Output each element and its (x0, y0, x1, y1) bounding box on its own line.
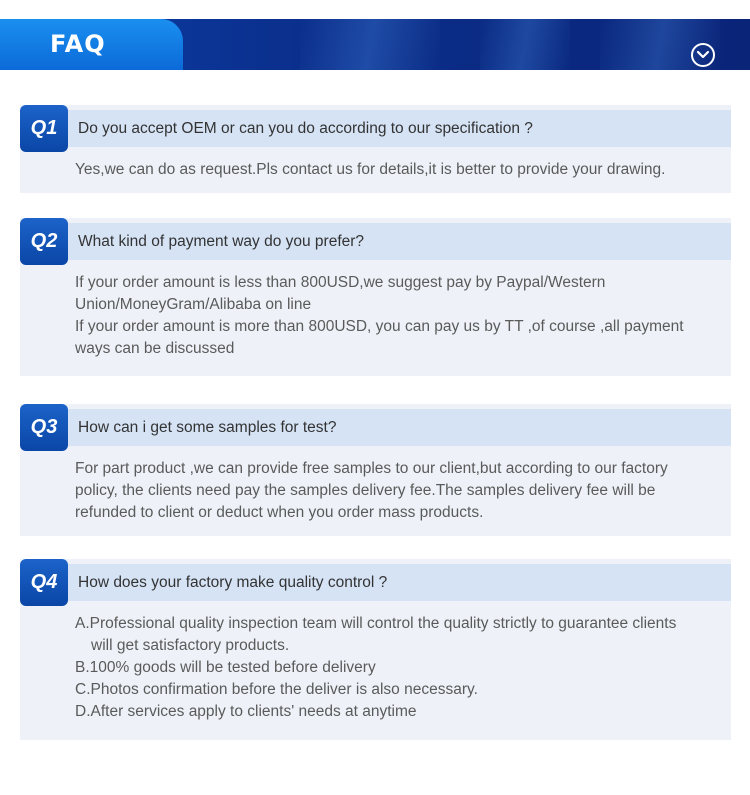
faq-answer (75, 458, 713, 524)
faq-banner (0, 19, 750, 70)
faq-answer-line: B.100% goods will be tested before delivery (75, 659, 376, 676)
faq-answer (75, 159, 713, 181)
faq-answer-line: Yes,we can do as request.Pls contact us for details,it is better to provide your drawing. (75, 161, 666, 178)
faq-answer (75, 272, 713, 360)
faq-badge: Q2 (20, 218, 68, 265)
faq-answer-line: will get satisfactory products. (91, 637, 290, 654)
faq-answer-line: If your order amount is less than 800USD,we suggest pay by Paypal/Western Union/MoneyGram/Alibaba on line (75, 274, 606, 313)
page-title: FAQ (50, 30, 106, 58)
faq-question-bar (68, 409, 731, 446)
faq-item-q4 (20, 559, 731, 740)
chevron-down-icon (696, 50, 710, 60)
faq-question: What kind of payment way do you prefer? (78, 232, 365, 250)
banner-decoration (300, 19, 440, 70)
faq-answer-line: A.Professional quality inspection team will control the quality strictly to guarantee clients (75, 615, 677, 632)
faq-answer (75, 613, 713, 723)
banner-decoration (480, 19, 570, 70)
faq-question-bar (68, 564, 731, 601)
faq-question-bar (68, 110, 731, 147)
faq-answer-line: D.After services apply to clients' needs at anytime (75, 703, 417, 720)
faq-item-q2 (20, 218, 731, 376)
faq-answer-line: For part product ,we can provide free samples to our client,but according to our factory policy, the clients need pay the samples delivery fee.The samples delivery fee will be refunded to client or deduct when you order mass products. (75, 460, 668, 521)
faq-item-q3 (20, 404, 731, 536)
faq-question: Do you accept OEM or can you do according to our specification ? (78, 119, 533, 137)
faq-question: How can i get some samples for test? (78, 418, 337, 436)
faq-item-q1 (20, 105, 731, 193)
faq-badge: Q1 (20, 105, 68, 152)
collapse-toggle-button[interactable] (691, 43, 715, 67)
faq-badge: Q3 (20, 404, 68, 451)
faq-question: How does your factory make quality control ? (78, 573, 388, 591)
faq-answer-line: C.Photos confirmation before the deliver is also necessary. (75, 681, 478, 698)
faq-badge: Q4 (20, 559, 68, 606)
faq-answer-line: If your order amount is more than 800USD, you can pay us by TT ,of course ,all payment ways can be discussed (75, 318, 684, 357)
faq-question-bar (68, 223, 731, 260)
